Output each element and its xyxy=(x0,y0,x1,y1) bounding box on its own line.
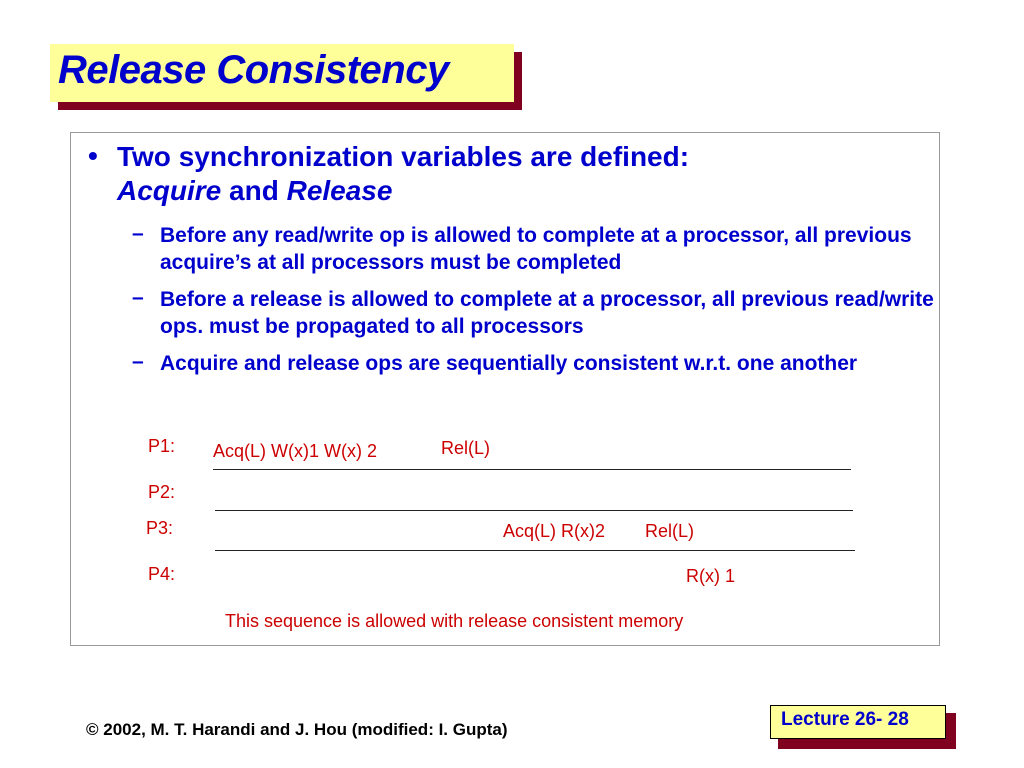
p3-release: Rel(L) xyxy=(645,521,695,541)
content-frame xyxy=(70,132,940,646)
sub-bullet-marker-3: – xyxy=(132,350,144,373)
term-conjunction: and xyxy=(229,175,279,206)
lecture-number: Lecture 26- 28 xyxy=(781,709,909,730)
p1-timeline xyxy=(213,469,851,470)
term-acquire: Acquire xyxy=(117,175,222,206)
main-bullet-line1: Two synchronization variables are defined: xyxy=(117,141,690,172)
p3-ops: Acq(L) R(x)2 xyxy=(503,521,606,541)
copyright-footer: © 2002, M. T. Harandi and J. Hou (modified: I. Gupta) xyxy=(86,720,508,739)
sub-bullet-marker-1: – xyxy=(132,222,144,245)
bullet-marker: • xyxy=(88,140,98,171)
slide-title: Release Consistency xyxy=(58,48,449,92)
main-bullet xyxy=(117,140,907,208)
timeline-caption: This sequence is allowed with release consistent memory xyxy=(225,611,684,631)
sub-bullet-2: Before a release is allowed to complete at a processor, all previous read/write ops. must be propagated to all processors xyxy=(160,288,934,338)
term-release: Release xyxy=(286,175,393,206)
sub-bullet-1: Before any read/write op is allowed to complete at a processor, all previous acquire’s at all processors must be completed xyxy=(160,224,912,274)
p4-label: P4: xyxy=(148,564,176,584)
p4-ops: R(x) 1 xyxy=(686,566,735,586)
p3-label: P3: xyxy=(146,518,174,538)
sub-bullet-3: Acquire and release ops are sequentially consistent w.r.t. one another xyxy=(160,352,858,375)
p2-timeline xyxy=(215,510,853,511)
p1-ops: Acq(L) W(x)1 W(x) 2 xyxy=(213,441,377,461)
sub-bullet-marker-2: – xyxy=(132,286,144,309)
p2-label: P2: xyxy=(148,482,176,502)
p3-timeline xyxy=(215,550,855,551)
p1-release: Rel(L) xyxy=(441,438,491,458)
p1-label: P1: xyxy=(148,436,176,456)
